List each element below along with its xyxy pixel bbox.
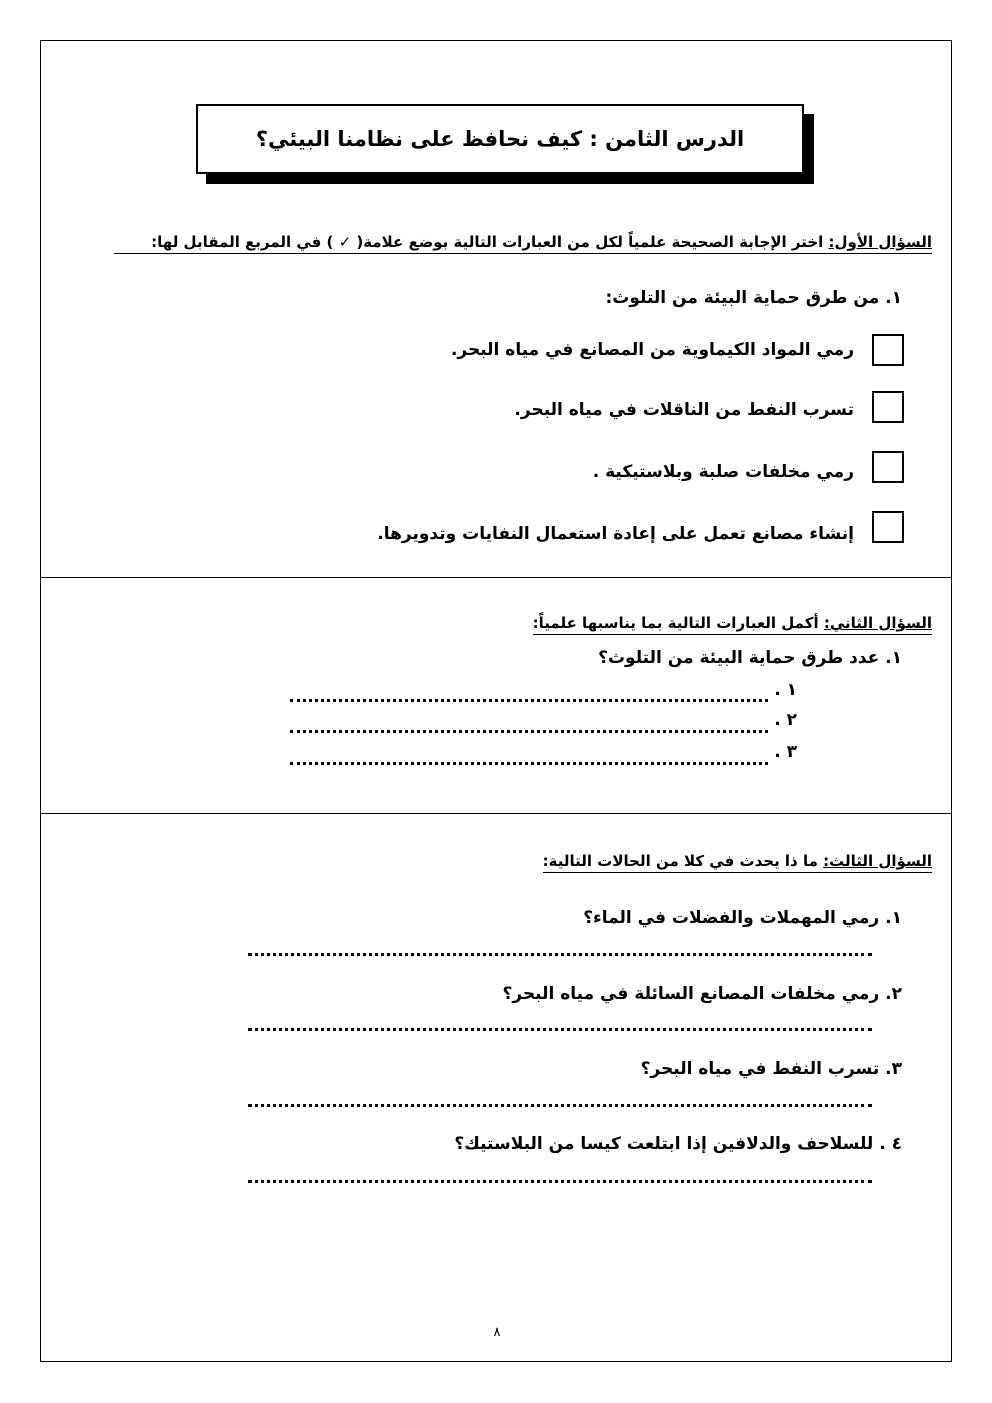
q1-option-3: رمي مخلفات صلبة وبلاستيكية . <box>592 462 854 482</box>
section-divider-2 <box>40 813 952 814</box>
q2-instruction: أكمل العبارات التالية بما يناسبها علمياً: <box>532 614 824 632</box>
q2-blank-2-label: ٢ . <box>774 710 797 730</box>
q3-heading <box>543 852 932 873</box>
q3-item-3: ٣. تسرب النفط في مياه البحر؟ <box>640 1059 902 1079</box>
q3-answer-4-line[interactable] <box>248 1180 872 1183</box>
q1-heading <box>114 233 932 254</box>
lesson-title: الدرس الثامن : كيف نحافظ على نظامنا البيئي؟ <box>255 127 745 151</box>
q3-answer-2-line[interactable] <box>248 1028 872 1031</box>
q3-instruction: ما ذا يحدث في كلا من الحالات التالية: <box>542 852 824 870</box>
page-number: ٨ <box>493 1325 501 1340</box>
q1-option-2: تسرب النفط من الناقلات في مياه البحر. <box>514 400 854 420</box>
q1-instruction: اختر الإجابة الصحيحة علمياً لكل من العبارات التالية بوضع علامة( ✓ ) في المربع المقابل لها: <box>151 233 829 251</box>
q1-stem: ١. من طرق حماية البيئة من التلوث: <box>605 288 902 308</box>
q2-heading <box>533 614 932 635</box>
q2-blank-1-label: ١ . <box>774 680 797 700</box>
q3-answer-3-line[interactable] <box>248 1104 872 1107</box>
q1-option-4-checkbox[interactable] <box>872 511 904 543</box>
q3-item-2: ٢. رمي مخلفات المصانع السائلة في مياه البحر؟ <box>502 984 902 1004</box>
q2-blank-3-line[interactable] <box>290 762 768 765</box>
q1-label: السؤال الأول: <box>828 233 932 251</box>
lesson-title-box <box>196 104 804 174</box>
q1-option-1-checkbox[interactable] <box>872 334 904 366</box>
q2-label: السؤال الثاني: <box>823 614 932 632</box>
q1-option-3-checkbox[interactable] <box>872 451 904 483</box>
q2-blank-2-line[interactable] <box>290 730 768 733</box>
q3-item-1: ١. رمي المهملات والفضلات في الماء؟ <box>583 908 902 928</box>
section-divider-1 <box>40 577 952 578</box>
q3-answer-1-line[interactable] <box>248 953 872 956</box>
q1-option-1: رمي المواد الكيماوية من المصانع في مياه البحر. <box>450 340 854 360</box>
q2-blank-1-line[interactable] <box>290 699 768 702</box>
q2-blank-3-label: ٣ . <box>774 742 797 762</box>
q2-stem: ١. عدد طرق حماية البيئة من التلوث؟ <box>598 648 902 668</box>
q1-option-4: إنشاء مصانع تعمل على إعادة استعمال النفايات وتدويرها. <box>377 524 854 544</box>
q3-item-4: ٤ . للسلاحف والدلافين إذا ابتلعت كيسا من البلاستيك؟ <box>454 1134 902 1154</box>
q1-option-2-checkbox[interactable] <box>872 391 904 423</box>
q3-label: السؤال الثالث: <box>823 852 932 870</box>
